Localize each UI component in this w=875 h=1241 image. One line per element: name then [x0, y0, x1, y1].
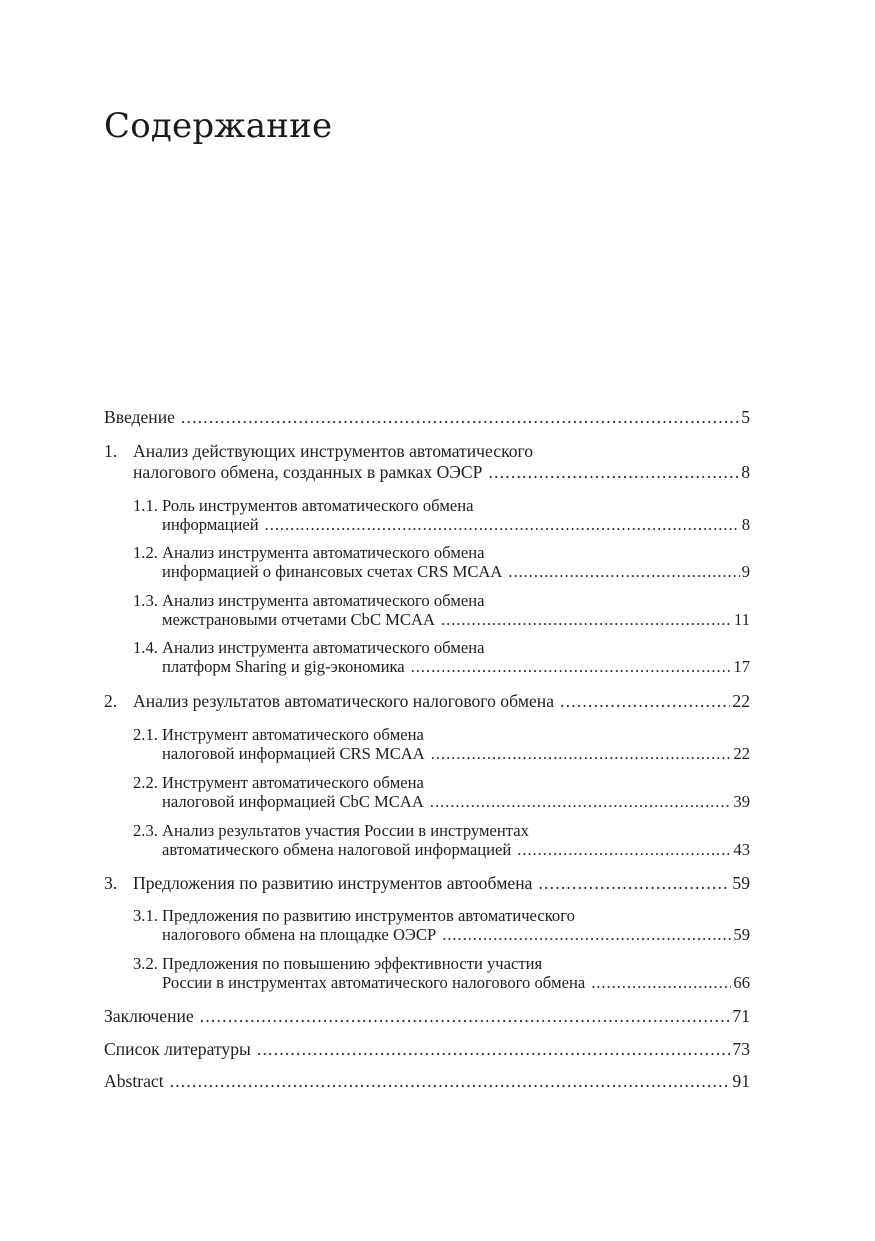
dot-leader: [431, 744, 732, 763]
toc-page-number: 22: [732, 691, 750, 711]
dot-leader: [591, 973, 731, 992]
toc-entry-title: 3.1. Предложения по развитию инструментов автоматического: [133, 906, 575, 925]
toc-entry-references[interactable]: [104, 1039, 750, 1060]
dot-leader: [538, 873, 730, 894]
toc-page-number: 59: [732, 873, 750, 893]
dot-leader: [560, 691, 730, 712]
page-title: Содержание: [104, 106, 333, 146]
toc-page-number: 8: [741, 515, 750, 534]
toc-entry-section-1-2[interactable]: [104, 543, 750, 581]
toc-entry-section-2-2[interactable]: [104, 773, 750, 811]
toc-entry-title-cont: налогового обмена на площадке ОЭСР: [162, 925, 437, 944]
toc-entry-title: 1.4. Анализ инструмента автоматического обмена: [133, 638, 485, 657]
toc-entry-title-cont: информацией: [162, 515, 259, 534]
toc-page-number: 66: [733, 973, 750, 992]
dot-leader: [508, 562, 739, 581]
toc-entry-title-cont: России в инструментах автоматического налогового обмена: [162, 973, 586, 992]
toc-page-number: 22: [733, 744, 750, 763]
toc-entry-title-cont: налогового обмена, созданных в рамках ОЭСР: [133, 462, 483, 482]
dot-leader: [170, 1071, 731, 1092]
toc-entry-title-cont: информацией о финансовых счетах CRS MCAA: [162, 562, 503, 581]
toc-entry-section-2-3[interactable]: [104, 821, 750, 859]
toc-page-number: 5: [741, 407, 750, 427]
toc-page-number: 8: [741, 462, 750, 482]
dot-leader: [257, 1039, 731, 1060]
toc-entry-title-cont: налоговой информацией CRS MCAA: [162, 744, 425, 763]
toc-entry-title: 1.1. Роль инструментов автоматического обмена: [133, 496, 474, 515]
chapter-number: 1.: [104, 441, 118, 461]
toc-entry-title: Анализ действующих инструментов автоматического: [133, 441, 534, 461]
dot-leader: [430, 792, 732, 811]
toc-entry-title: Список литературы: [104, 1039, 251, 1059]
toc-entry-title: Предложения по развитию инструментов автообмена: [133, 873, 533, 893]
toc-entry-title: 3.2. Предложения по повышению эффективности участия: [133, 954, 543, 973]
toc-entry-section-2-1[interactable]: [104, 725, 750, 763]
dot-leader: [488, 462, 739, 483]
toc-page-number: 91: [732, 1071, 750, 1091]
toc-entry-title: 2.2. Инструмент автоматического обмена: [133, 773, 424, 792]
toc-entry-conclusion[interactable]: [104, 1006, 750, 1027]
toc-entry-title: 1.3. Анализ инструмента автоматического обмена: [133, 591, 485, 610]
toc-entry-title: Abstract: [104, 1071, 164, 1091]
toc-entry-title-cont: автоматического обмена налоговой информацией: [162, 840, 512, 859]
toc-page-number: 9: [741, 562, 750, 581]
toc-page-number: 39: [733, 792, 750, 811]
toc-entry-title-cont: платформ Sharing и gig-экономика: [162, 657, 405, 676]
dot-leader: [442, 925, 731, 944]
dot-leader: [517, 840, 731, 859]
toc-entry-title-cont: межстрановыми отчетами CbC MCAA: [162, 610, 435, 629]
toc-entry-section-3-2[interactable]: [104, 954, 750, 992]
toc-entry-section-1-1[interactable]: [104, 496, 750, 534]
dot-leader: [181, 407, 739, 428]
toc-entry-chapter-2[interactable]: [104, 691, 750, 712]
toc-page-number: 71: [732, 1006, 750, 1026]
toc-entry-chapter-1[interactable]: [104, 441, 750, 483]
toc-entry-section-1-3[interactable]: [104, 591, 750, 629]
toc-entry-title: Введение: [104, 407, 175, 427]
toc-entry-title-cont: налоговой информацией CbC MCAA: [162, 792, 424, 811]
toc-entry-title: Анализ результатов автоматического налогового обмена: [133, 691, 555, 711]
toc-entry-title: Заключение: [104, 1006, 194, 1026]
toc-page-number: 43: [733, 840, 750, 859]
toc-page-number: 11: [734, 610, 750, 629]
dot-leader: [200, 1006, 731, 1027]
toc-page-number: 73: [732, 1039, 750, 1059]
toc-entry-abstract[interactable]: [104, 1071, 750, 1092]
dot-leader: [411, 657, 732, 676]
toc-entry-title: 1.2. Анализ инструмента автоматического обмена: [133, 543, 485, 562]
toc-entry-chapter-3[interactable]: [104, 873, 750, 894]
toc-entry-section-1-4[interactable]: [104, 638, 750, 676]
chapter-number: 3.: [104, 873, 118, 893]
toc-entry-title: 2.1. Инструмент автоматического обмена: [133, 725, 424, 744]
toc-entry-title: 2.3. Анализ результатов участия России в инструментах: [133, 821, 529, 840]
toc-page-number: 17: [733, 657, 750, 676]
dot-leader: [265, 515, 740, 534]
toc-entry-intro[interactable]: [104, 407, 750, 428]
dot-leader: [441, 610, 732, 629]
toc-page-number: 59: [733, 925, 750, 944]
toc-entry-section-3-1[interactable]: [104, 906, 750, 944]
chapter-number: 2.: [104, 691, 118, 711]
